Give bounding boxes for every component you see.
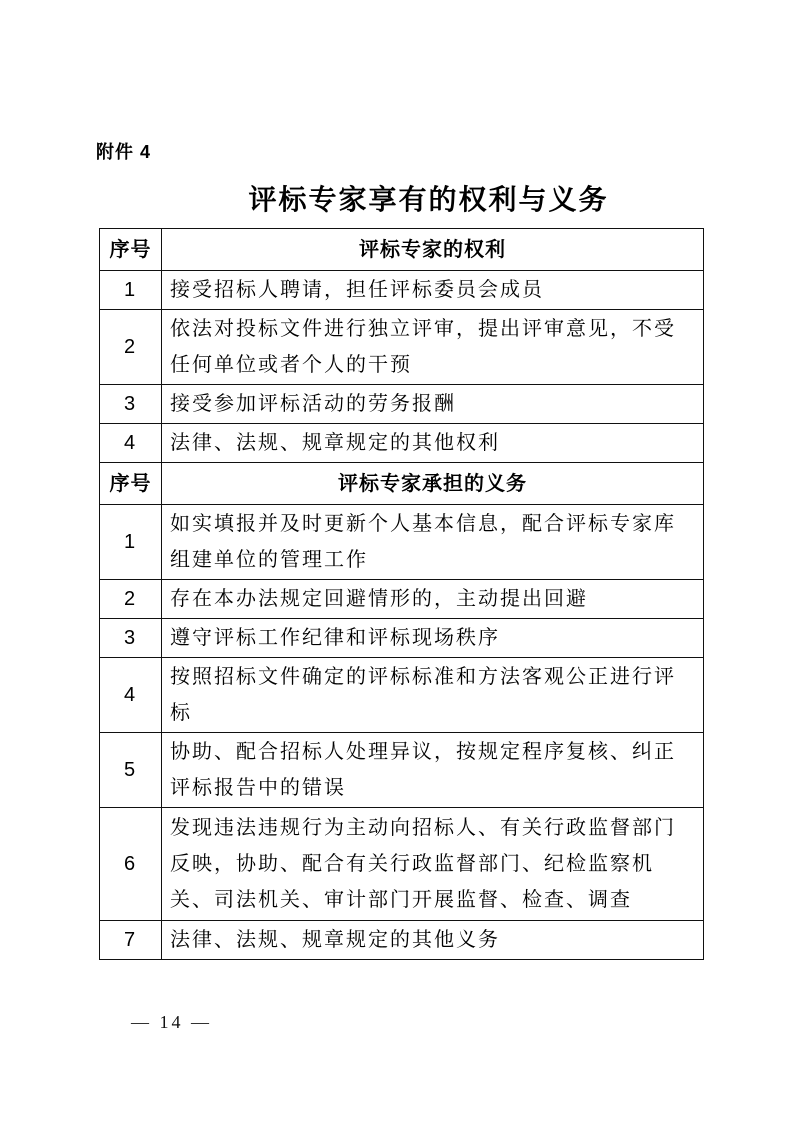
row-content-cell: 法律、法规、规章规定的其他权利 (162, 424, 704, 463)
row-number-cell: 3 (100, 385, 162, 424)
header-number-cell: 序号 (100, 229, 162, 271)
page-title: 评标专家享有的权利与义务 (248, 184, 609, 215)
attachment-label: 附件 4 (96, 142, 152, 162)
row-content-cell: 遵守评标工作纪律和评标现场秩序 (162, 619, 704, 658)
table-row (100, 658, 704, 733)
row-content-cell: 发现违法违规行为主动向招标人、有关行政监督部门反映，协助、配合有关行政监督部门、纪检监察机关、司法机关、审计部门开展监督、检查、调查 (162, 808, 704, 921)
table-row (100, 733, 704, 808)
row-content-cell: 协助、配合招标人处理异议，按规定程序复核、纠正评标报告中的错误 (162, 733, 704, 808)
table-row (100, 424, 704, 463)
row-number-cell: 3 (100, 619, 162, 658)
obligations-header-row (100, 463, 704, 505)
row-number-cell: 2 (100, 580, 162, 619)
table-row (100, 808, 704, 921)
obligations-header-title: 评标专家承担的义务 (162, 463, 704, 505)
page-number: — 14 — (131, 1012, 212, 1032)
table-row (100, 310, 704, 385)
row-number-cell: 5 (100, 733, 162, 808)
row-number-cell: 2 (100, 310, 162, 385)
table-row (100, 619, 704, 658)
row-content-cell: 接受招标人聘请，担任评标委员会成员 (162, 271, 704, 310)
row-content-cell: 接受参加评标活动的劳务报酬 (162, 385, 704, 424)
row-number-cell: 4 (100, 424, 162, 463)
row-content-cell: 依法对投标文件进行独立评审，提出评审意见，不受任何单位或者个人的干预 (162, 310, 704, 385)
rights-header-title: 评标专家的权利 (162, 229, 704, 271)
rights-obligations-table (99, 228, 704, 960)
row-number-cell: 6 (100, 808, 162, 921)
row-content-cell: 法律、法规、规章规定的其他义务 (162, 921, 704, 960)
rights-header-row (100, 229, 704, 271)
row-content-cell: 如实填报并及时更新个人基本信息，配合评标专家库组建单位的管理工作 (162, 505, 704, 580)
table-row (100, 921, 704, 960)
table-row (100, 385, 704, 424)
row-number-cell: 4 (100, 658, 162, 733)
table-row (100, 271, 704, 310)
row-number-cell: 7 (100, 921, 162, 960)
row-number-cell: 1 (100, 271, 162, 310)
row-content-cell: 存在本办法规定回避情形的，主动提出回避 (162, 580, 704, 619)
table-row (100, 505, 704, 580)
row-content-cell: 按照招标文件确定的评标标准和方法客观公正进行评标 (162, 658, 704, 733)
row-number-cell: 1 (100, 505, 162, 580)
header-number-cell: 序号 (100, 463, 162, 505)
table-row (100, 580, 704, 619)
